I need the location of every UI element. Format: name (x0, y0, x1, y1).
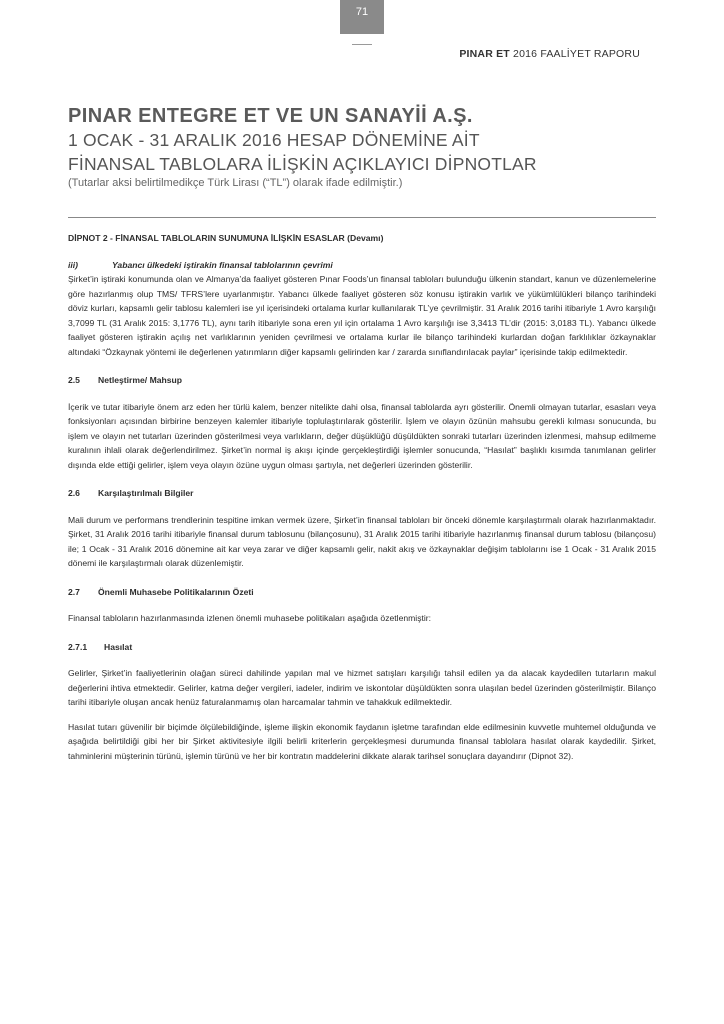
report-name: 2016 FAALİYET RAPORU (513, 48, 640, 60)
header-divider (352, 44, 372, 45)
section-title: Hasılat (104, 641, 133, 652)
section-number: 2.5 (68, 375, 80, 385)
section-number: 2.7.1 (68, 641, 88, 652)
section-title: Önemli Muhasebe Politikalarının Özeti (98, 586, 254, 597)
subsection-title: Yabancı ülkedeki iştirakin finansal tablolarının çevrimi (112, 259, 333, 270)
dipnot-heading: DİPNOT 2 - FİNANSAL TABLOLARIN SUNUMUNA İLİŞKİN ESASLAR (Devamı) (68, 233, 384, 243)
document-title: FİNANSAL TABLOLARA İLİŞKİN AÇIKLAYICI DİPNOTLAR (68, 154, 537, 174)
document-body (68, 225, 656, 763)
section-title: Karşılaştırılmalı Bilgiler (98, 488, 194, 498)
subsection-number: iii) (68, 259, 79, 270)
section-2-7-1-text-1: Gelirler, Şirket’in faaliyetlerinin olağan süreci dahilinde yapılan mal ve hizmet satışları karşılığı tahsil edilen ya da alacak kaydedilen tutarların makul değerlerini ihtiva etmektedir. Gelirler, katma değer vergileri, iadeler, indirim ve iskontolar düşüldükten sonra ulaşılan bedel üzerinden gösterilmiştir. Bilanço tarihi itibariyle oluşan ancak henüz faturalanmamış olan harcamalar tahmin ve tahakkuk edilmektedir. (68, 668, 656, 707)
section-2-6-text: Mali durum ve performans trendlerinin tespitine imkan vermek üzere, Şirket’in finansal tabloları bir önceki dönemle karşılaştırmalı olarak hazırlanmaktadır. Şirket, 31 Aralık 2016 tarihi itibariyle finansal durum tablosunu (bilançosunu), 31 Aralık 2015 tarihi itibariyle hazırlanmış finansal durum tablosu (bilançosu) ile; 1 Ocak - 31 Aralık 2016 dönemine ait kar veya zarar ve diğer kapsamlı gelir, nakit akış ve özkaynaklar değişim tablolarını ise 1 Ocak - 31 Aralık 2015 dönemi ile karşılaştırmalı olarak düzenlemiştir. (68, 514, 656, 568)
section-2-6-heading (68, 486, 656, 501)
title-block (68, 104, 658, 189)
page-number: 71 (355, 6, 369, 18)
section-2-7-text: Finansal tabloların hazırlanmasında izlenen önemli muhasebe politikaları aşağıda özetlenmiştir: (68, 613, 432, 623)
subsection-iii-heading (68, 258, 656, 273)
section-2-5-text: İçerik ve tutar itibariyle önem arz eden her türlü kalem, benzer nitelikte dahi olsa, finansal tablolarda ayrı gösterilir. Önemli olmayan tutarlar, esasları veya fonksiyonları açısından birbirine benzeyen kalemler itibariyle toplulaştırılarak gösterilir. İşlem ve olayın özünün mahsubu gerekli kılması sonucunda, bu işlem ve olayın net tutarları üzerinden gösterilmesi veya varlıkların, değer düşüklüğü düşüldükten sonraki tutarları üzerinden izlenmesi, mahsup edilmeme kuralının ihlali olarak değerlendirilmez. Şirket’in normal iş akışı içinde gerçekleştirdiği işlemler sonucunda, “Hasılat” başlıklı kısımda tanımlanan gelirler dışında elde ettiği gelirler, işlem veya olayın özüne uygun olması şartıyla, net değerleri üzerinden gösterilir. (68, 401, 656, 470)
section-2-7-1-heading (68, 640, 656, 655)
section-number: 2.7 (68, 586, 80, 597)
section-2-5-heading (68, 373, 656, 388)
section-title: Netleştirme/ Mahsup (98, 375, 183, 385)
title-divider (68, 217, 656, 218)
section-2-7-heading (68, 585, 656, 600)
report-header (459, 48, 640, 60)
subsection-iii-text: Şirket’in iştiraki konumunda olan ve Almanya’da faaliyet gösteren Pınar Foods’un finansal tabloları bulunduğu ülkenin standart, kanun ve düzenlemelerine göre hazırlanmış olup TMS/ TFRS’lere uyarlanmıştır. Yabancı ülkede faaliyet gösteren söz konusu iştirakin varlık ve yükümlülükleri bilanço tarihindeki döviz kurları, kapsamlı gelir tablosu kalemleri ise yıl içerisindeki ortalama kurlar kullanılarak TL’ye çevrilmiştir. 31 Aralık 2016 tarihi itibariyle 1 Avro karşılığı 3,7099 TL (31 Aralık 2015: 3,1776 TL), aynı tarih itibariyle sona eren yıl için ortalama 1 Avro karşılığı ise 3,3413 TL’dir (2015: 3,0183 TL). Yabancı ülkede faaliyet gösteren iştirakin açılış net varlıklarının yeniden çevrilmesi ve ortalama kurlar ile bilanço tarihindeki kurlardan doğan farklılıklar özkaynaklar altındaki “Özkaynak yöntemi ile değerlenen yatırımların diğer kapsamlı gelirinden kar / zararda sınıflandırılacak paylar” içerisinde takip edilmektedir. (68, 274, 656, 357)
period-title: 1 OCAK - 31 ARALIK 2016 HESAP DÖNEMİNE AİT (68, 130, 480, 150)
section-number: 2.6 (68, 488, 80, 498)
company-name: PINAR ENTEGRE ET VE UN SANAYİİ A.Ş. (68, 105, 473, 127)
section-2-7-1-text-2: Hasılat tutarı güvenilir bir biçimde ölçülebildiğinde, işleme ilişkin ekonomik faydanın işletme tarafından elde edilmesinin kuvvetle muhtemel olduğunda ve aşağıda belirtildiği gibi her bir Şirket aktivitesiyle ilgili belirli kriterlerin gerçekleşmesi durumunda finansal tablolara hasılat olarak kaydedilir. Şirket, tahminlerini müşterinin türünü, işlemin türünü ve her bir kontratın maddelerini dikkate alarak tarihsel sonuçlara dayandırır (Dipnot 32). (68, 721, 656, 761)
report-brand: PINAR ET (459, 48, 510, 60)
currency-note: (Tutarlar aksi belirtilmedikçe Türk Lirası (“TL”) olarak ifade edilmiştir.) (68, 177, 403, 189)
